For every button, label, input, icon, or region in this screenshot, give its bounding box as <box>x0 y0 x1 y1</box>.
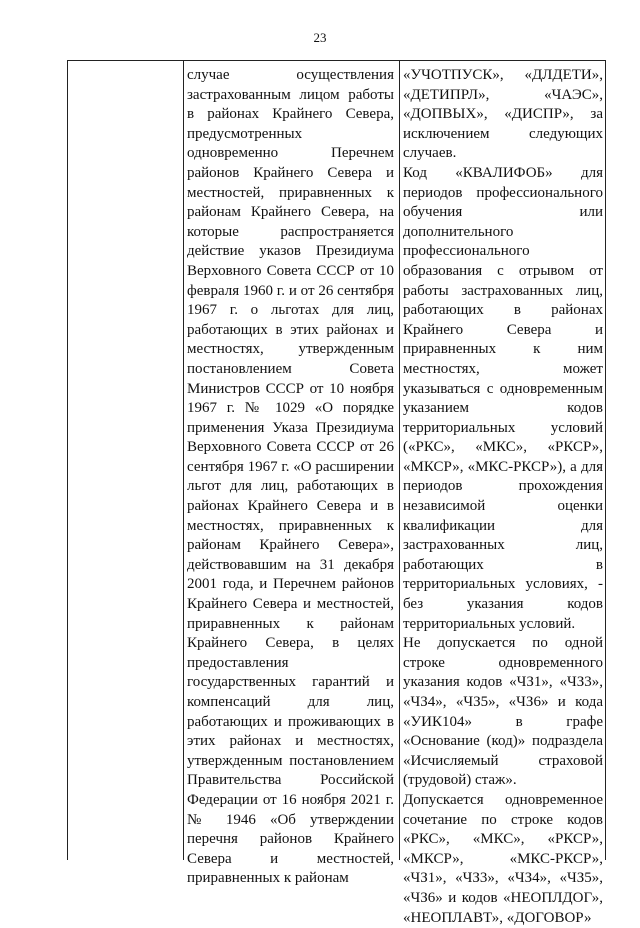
page-number: 23 <box>313 30 327 45</box>
column-divider-2 <box>399 60 400 860</box>
rules-paragraph-3: Не допускается по одной строке одновременного указания кодов «ЧЗ1», «ЧЗ3», «ЧЗ4», «ЧЗ5», «ЧЗ6» и кода «УИК104» в графе «Основание (код)» подраздела «Исчисляемый страховой (трудовой) стаж». <box>403 635 603 789</box>
rules-paragraph-2: Код «КВАЛИФОБ» для периодов профессионального обучения или дополнительного профессионального образования с отрывом от работы застрахованных лиц, работающих в районах Крайнего Севера и приравненных к ним местностях, может указываться с одновременным указанием кодов территориальных условий («РКС», «МКС», «РКСР», «МКСР», «МКС-РКСР»), а для периодов прохождения независимой оценки квалификации для застрахованных лиц, работающих в территориальных условиях, - без указания кодов территориальных условий. <box>403 164 603 632</box>
description-text: случае осуществления застрахованным лицом работы в районах Крайнего Севера, предусмотренных одновременно Перечнем районов Крайнего Севера и местностей, приравненных к районам Крайнего Севера, на которые распространяется действие указов Президиума Верховного Совета СССР от 10 февраля 1960 г. и от 26 сентября 1967 г. о льготах для лиц, работающих в этих районах и местностях, утвержденным постановлением Совета Министров СССР от 10 ноября 1967 г. № 1029 «О порядке применения Указа Президиума Верховного Совета СССР от 26 сентября 1967 г. «О расширении льгот для лиц, работающих в районах Крайнего Севера и в местностях, приравненных к районам Крайнего Севера», действовавшим на 31 декабря 2001 года, и Перечнем районов Крайнего Севера и местностей, приравненных к районам Крайнего Севера, в целях предоставления государственных гарантий и компенсаций для лиц, работающих и проживающих в этих районах и местностях, утвержденным постановлением Правительства Российской Федерации от 16 ноября 2021 г. № 1946 «Об утверждении перечня районов Крайнего Севера и местностей, приравненных к районам <box>187 67 394 887</box>
table-top-rule <box>68 60 605 61</box>
document-table <box>67 60 606 926</box>
table-cell-description <box>187 66 394 887</box>
rules-paragraph-4: Допускается одновременное сочетание по строке кодов «РКС», «МКС», «РКСР», «МКСР», «МКС-РКСР», «ЧЗ1», «ЧЗ3», «ЧЗ4», «ЧЗ5», «ЧЗ6» и кодов «НЕОПЛДОГ», «НЕОПЛАВТ», «ДОГОВОР» <box>403 791 603 926</box>
rules-paragraph-1: «УЧОТПУСК», «ДЛДЕТИ», «ДЕТИПРЛ», «ЧАЭС», «ДОПВЫХ», «ДИСПР», за исключением следующих случаев. <box>403 67 603 162</box>
column-divider-1 <box>183 60 184 860</box>
table-cell-rules <box>403 66 603 926</box>
